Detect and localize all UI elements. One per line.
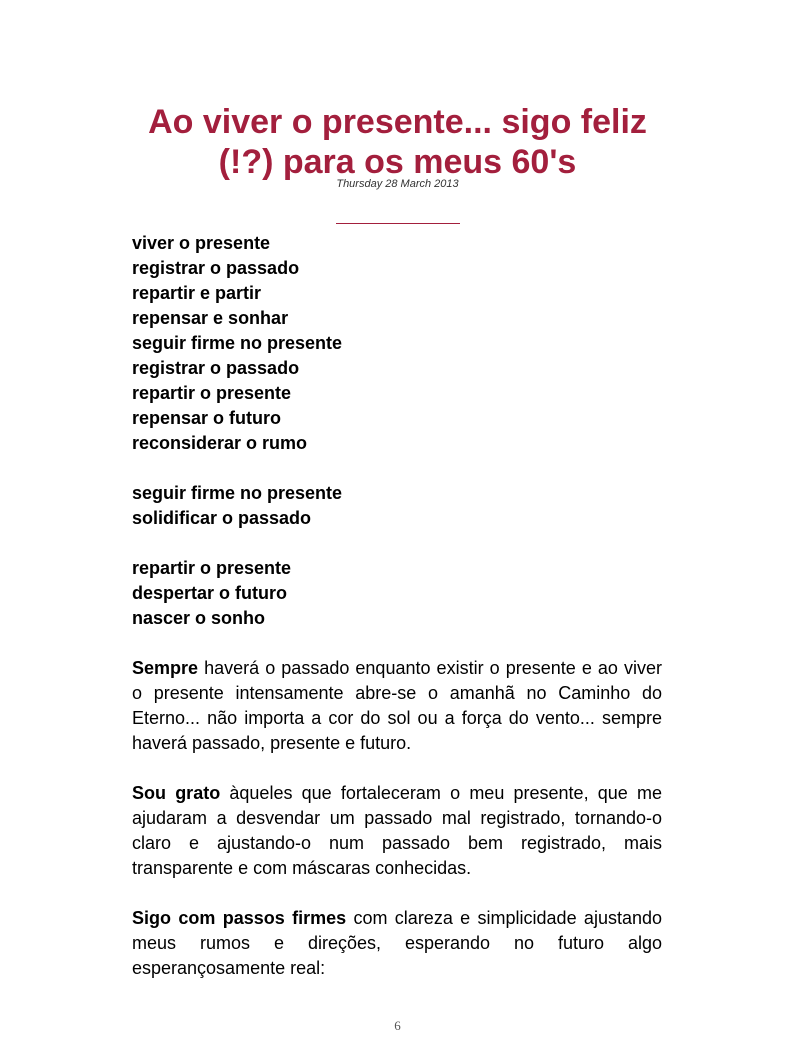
paragraph <box>132 656 662 756</box>
poem-line: registrar o passado <box>132 258 300 278</box>
poem-line: seguir firme no presente <box>132 333 343 353</box>
title-line-2: (!?) para os meus 60's <box>218 143 577 181</box>
paragraph-text: haverá o passado enquanto existir o presente e ao viver o presente intensamente abre-se o amanhã no Caminho do Eterno... não importa a cor do sol ou a força do vento... sempre haverá passado, presente e futuro. <box>132 658 662 753</box>
poem-line: seguir firme no presente <box>132 483 343 503</box>
page-number: 6 <box>394 1018 401 1033</box>
poem-line: repartir e partir <box>132 283 262 303</box>
paragraph-lead: Sou grato <box>132 783 221 803</box>
paragraph-text: com clareza e simplicidade ajustando meus rumos e direções, esperando no futuro algo esperançosamente real: <box>132 908 662 978</box>
paragraph <box>132 781 662 881</box>
poem-line: repensar e sonhar <box>132 308 289 328</box>
poem-line: repartir o presente <box>132 558 292 578</box>
title-divider <box>336 223 460 224</box>
paragraph-text: àqueles que fortaleceram o meu presente, que me ajudaram a desvendar um passado mal registrado, tornando-o claro e ajustando-o num passado bem registrado, mais transparente e com máscaras conhecidas. <box>132 783 663 878</box>
paragraph-lead: Sigo com passos firmes <box>132 908 347 928</box>
post-date: Thursday 28 March 2013 <box>336 178 459 190</box>
poem-line: repartir o presente <box>132 383 292 403</box>
paragraph <box>132 906 662 981</box>
poem-line: nascer o sonho <box>132 608 266 628</box>
poem-line: repensar o futuro <box>132 408 282 428</box>
article-body <box>132 231 662 981</box>
poem-line: despertar o futuro <box>132 583 288 603</box>
poem <box>132 231 662 631</box>
page-title <box>100 102 695 182</box>
poem-line: reconsiderar o rumo <box>132 433 308 453</box>
paragraph-lead: Sempre <box>132 658 199 678</box>
poem-line: viver o presente <box>132 233 271 253</box>
poem-line: registrar o passado <box>132 358 300 378</box>
poem-line: solidificar o passado <box>132 508 312 528</box>
title-line-1: Ao viver o presente... sigo feliz <box>148 103 647 141</box>
